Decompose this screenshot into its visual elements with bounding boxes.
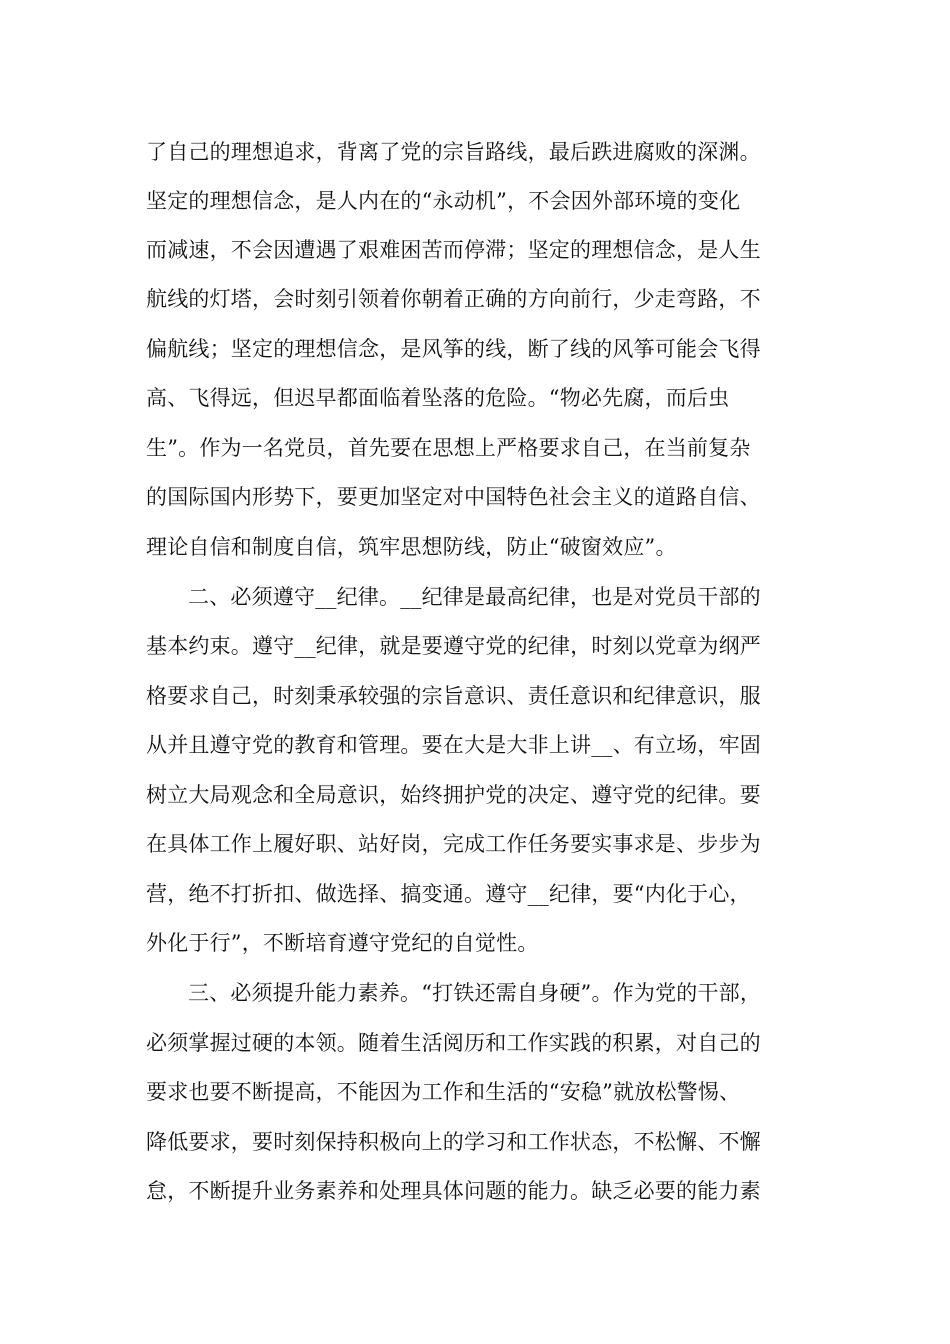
- text-line-15: 在具体工作上履好职、站好岗，完成工作任务要实事求是、步步为: [146, 832, 761, 856]
- text-line-22: 怠，不断提升业务素养和处理具体问题的能力。缺乏必要的能力素: [146, 1179, 761, 1203]
- text-line-20: 要求也要不断提高，不能因为工作和生活的“安稳”就放松警惕、: [146, 1080, 741, 1104]
- paragraph-2-first-line: 二、必须遵守__纪律。__纪律是最高纪律，也是对党员干部的: [188, 585, 761, 609]
- text-line-16: 营，绝不打折扣、做选择、搞变通。遵守__纪律，要“内化于心，: [146, 882, 751, 906]
- text-line-21: 降低要求，要时刻保持积极向上的学习和工作状态，不松懈、不懈: [146, 1130, 761, 1154]
- text-line-13: 从并且遵守党的教育和管理。要在大是大非上讲__、有立场，牢固: [146, 733, 761, 757]
- text-line-6: 高、飞得远，但迟早都面临着坠落的危险。“物必先腐，而后虫: [146, 386, 730, 410]
- text-line-4: 航线的灯塔，会时刻引领着你朝着正确的方向前行，少走弯路，不: [146, 287, 761, 311]
- text-line-12: 格要求自己，时刻秉承较强的宗旨意识、责任意识和纪律意识，服: [146, 684, 761, 708]
- text-line-3: 而减速，不会因遭遇了艰难困苦而停滞；坚定的理想信念，是人生: [146, 238, 761, 262]
- text-line-8: 的国际国内形势下，要更加坚定对中国特色社会主义的道路自信、: [146, 485, 761, 509]
- text-line-2: 坚定的理想信念，是人内在的“永动机”，不会因外部环境的变化: [146, 189, 741, 213]
- text-line-14: 树立大局观念和全局意识，始终拥护党的决定、遵守党的纪律。要: [146, 783, 761, 807]
- text-line-5: 偏航线；坚定的理想信念，是风筝的线，断了线的风筝可能会飞得: [146, 337, 761, 361]
- paragraph-3-first-line: 三、必须提升能力素养。“打铁还需自身硬”。作为党的干部，: [188, 981, 762, 1005]
- text-line-17: 外化于行”，不断培育遵守党纪的自觉性。: [146, 931, 539, 955]
- text-line-1: 了自己的理想追求，背离了党的宗旨路线，最后跌进腐败的深渊。: [146, 140, 761, 164]
- text-line-7: 生”。作为一名党员，首先要在思想上严格要求自己，在当前复杂: [146, 436, 751, 460]
- text-line-19: 必须掌握过硬的本领。随着生活阅历和工作实践的积累，对自己的: [146, 1031, 761, 1055]
- text-line-11: 基本约束。遵守__纪律，就是要遵守党的纪律，时刻以党章为纲严: [146, 634, 761, 658]
- text-line-9: 理论自信和制度自信，筑牢思想防线，防止“破窗效应”。: [146, 535, 677, 559]
